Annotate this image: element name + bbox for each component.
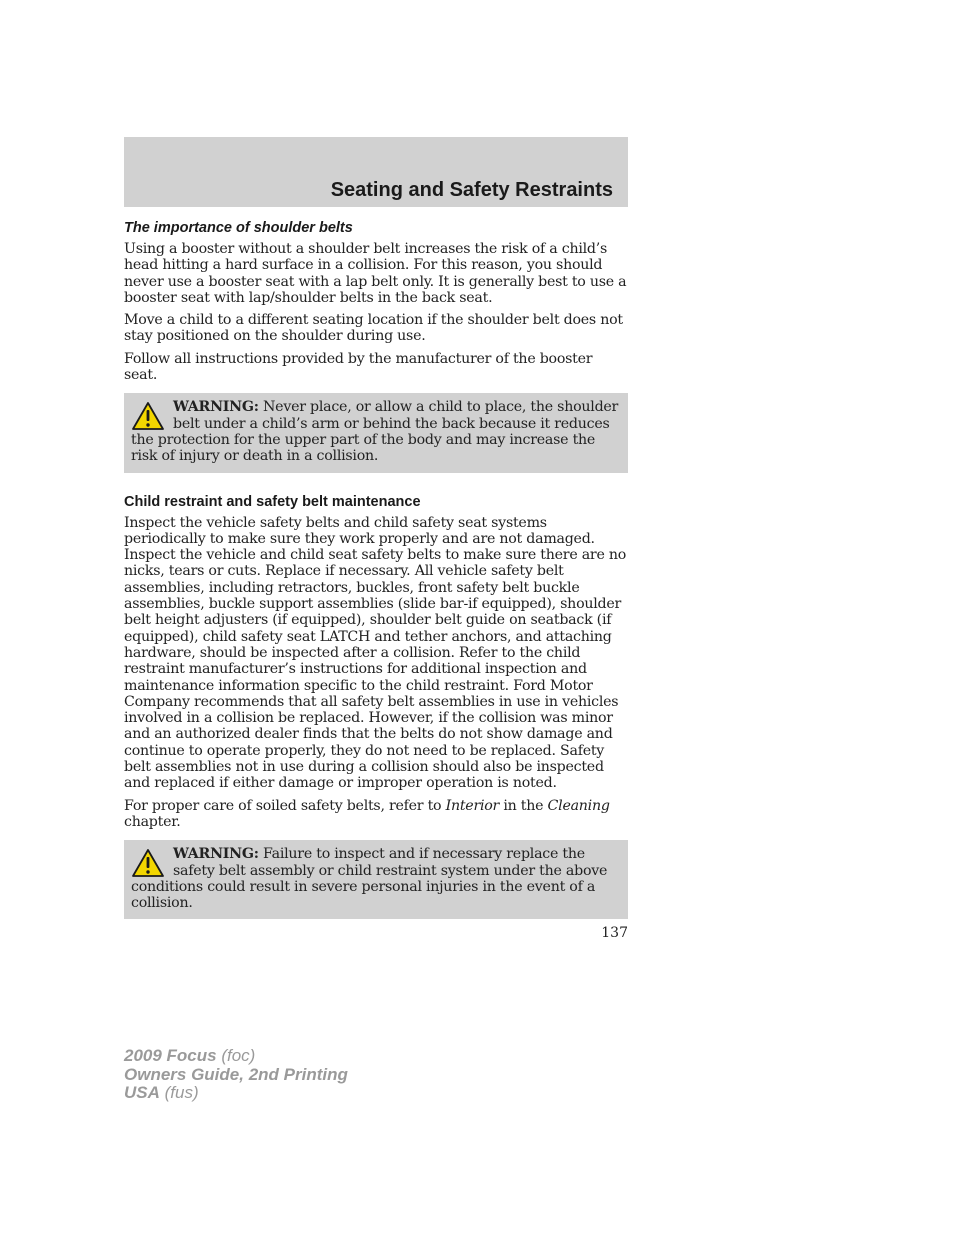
section-heading-shoulder-belts: The importance of shoulder belts	[124, 220, 353, 236]
paragraph: Follow all instructions provided by the manufacturer of the booster seat.	[124, 350, 593, 384]
paragraph: Inspect the vehicle safety belts and child safety seat systems periodically to make sure they work properly and are not damaged. Inspect the vehicle and child seat safety belts to make sure there are no nicks, tears or cuts. Replace if necessary. All vehicle safety belt assemblies, including retractors, buckles, front safety belt buckle assemblies, buckle support assemblies (slide bar-if equipped), shoulder belt height adjusters (if equipped), shoulder belt guide on seatback (if equipped), child safety seat LATCH and tether anchors, and attaching hardware, should be inspected after a collision. Refer to the child restraint manufacturer’s instructions for additional inspection and maintenance information specific to the child restraint. Ford Motor Company recommends that all safety belt assemblies in use in vehicles involved in a collision be replaced. However, if the collision was minor and an authorized dealer finds that the belts do not show damage and continue to operate properly, they do not need to be replaced. Safety belt assemblies not in use during a collision should also be inspected and replaced if either damage or improper operation is noted.	[124, 514, 627, 792]
footer-line-model: 2009 Focus (foc)	[124, 1046, 256, 1065]
chapter-title: Seating and Safety Restraints	[330, 179, 613, 201]
footer-line-edition: Owners Guide, 2nd Printing	[124, 1064, 348, 1084]
warning-box	[124, 393, 628, 472]
page-content	[124, 220, 628, 919]
page-number: 137	[601, 925, 628, 941]
section-heading-maintenance: Child restraint and safety belt maintenance	[124, 493, 421, 510]
paragraph: Move a child to a different seating location if the shoulder belt does not stay positioned on the shoulder during use.	[124, 312, 623, 345]
warning-triangle-icon	[131, 848, 165, 878]
warning-text: Failure to inspect and if necessary replace the safety belt assembly or child restraint system under the above conditions could result in severe personal injuries in the event of a collision.	[131, 846, 608, 912]
cross-reference-interior: Interior	[445, 797, 500, 814]
footer-line-market: USA (fus)	[124, 1083, 199, 1102]
warning-label: WARNING:	[173, 846, 259, 863]
paragraph-cleaning-reference: For proper care of soiled safety belts, refer to Interior in the Cleaning chapter.	[124, 797, 610, 830]
warning-label: WARNING:	[173, 399, 259, 416]
paragraph: Using a booster without a shoulder belt increases the risk of a child’s head hitting a hard surface in a collision. For this reason, you should never use a booster seat with a lap belt only. It is generally best to use a booster seat with lap/shoulder belts in the back seat.	[124, 241, 627, 306]
warning-triangle-icon	[131, 401, 165, 431]
cross-reference-cleaning: Cleaning	[547, 797, 610, 814]
section-header-band	[124, 137, 628, 207]
document-footer	[124, 1047, 348, 1103]
warning-box	[124, 840, 628, 919]
warning-text: Never place, or allow a child to place, the shoulder belt under a child’s arm or behind the back because it reduces the protection for the upper part of the body and may increase the risk of injury or death in a collision.	[131, 399, 619, 465]
